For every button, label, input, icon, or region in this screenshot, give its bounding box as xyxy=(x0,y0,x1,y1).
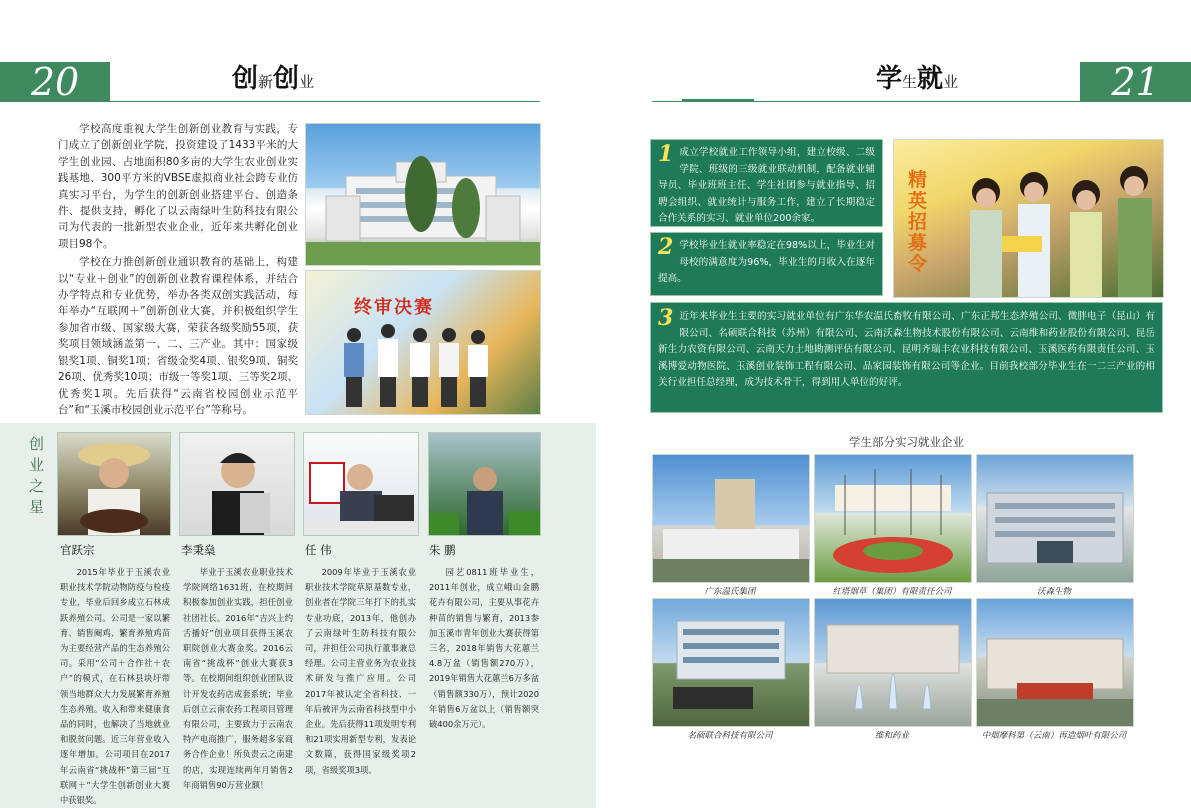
star-bio-3-box xyxy=(305,565,416,778)
intro-paragraph-2: 学校在力推创新创业通识教育的基础上，构建以“专业＋创业”的创新创业教育课程体系，并结合办学特点和专业优势，举办各类双创实践活动，每年举办“互联网＋”创新创业大赛，并积极组织学生参加省市级、国家级大赛，荣获各级奖励55项，获奖项目领域涵盖第一、二、三产业。其中：国家级银奖1项、铜奖1项；省级金奖4项、银奖9项、铜奖26项、优秀奖10项；市级一等奖1项、三等奖2项、优秀奖1项。先后获得“云南省校园创业示范平台”和“玉溪市校园创业示范平台”等称号。 xyxy=(58,256,298,416)
header-accent-right xyxy=(682,99,754,102)
star-2-illustration xyxy=(180,433,294,535)
star-1-illustration xyxy=(58,433,170,535)
company-5-illustration xyxy=(815,599,971,726)
item-text-2: 学校毕业生就业率稳定在98%以上，毕业生对母校的满意度为96%，毕业生的月收入在逐年提高。 xyxy=(658,240,875,285)
campus-building-illustration xyxy=(306,124,540,265)
company-1-illustration xyxy=(653,455,809,582)
competition-final-photo xyxy=(305,270,541,415)
star-photo-1 xyxy=(57,432,171,536)
gallery-title: 学生部分实习就业企业 xyxy=(849,435,964,449)
page-number-left: 20 xyxy=(0,62,110,102)
company-caption-5: 维和药业 xyxy=(874,731,909,741)
star-name-4: 朱 鹏 xyxy=(429,543,456,557)
event-people-illustration xyxy=(306,271,540,414)
page-number-right: 21 xyxy=(1080,62,1191,102)
star-3-illustration xyxy=(304,433,418,535)
star-bio-2-box xyxy=(183,565,293,793)
star-bio-2: 毕业于玉溪农业职业技术学院网络1631班，在校期间积极参加创业实践，担任创业社团社长。2016年“吉兴上约舌播好”创业项目获得玉溪农职院创业大赛金奖。2016云南省“挑战杯”创业大赛获3等。在校期间组织创业团队设计开发农药店成套系统；毕业后创立云南农药工程项目管理有限公司，主要致力于云南农特产电商推广，服务超多家商务合作企业！所负责云之南建的店，实现连续两年月销售2年商销售90万营业额！ xyxy=(183,567,293,790)
star-section-title: 创业之星 xyxy=(27,436,45,520)
item-number-2: 2 xyxy=(658,234,674,260)
star-bio-3: 2009年毕业于玉溪农业职业技术学院草原基数专业，创业者在学院三年打下的扎实专业功底，2013年，他创办了云南绿叶生防科技有限公司，并担任公司执行董事兼总经理。公司主营业务为农业技术研发与推广应用。公司2017年被认定全省科技、一年后被评为云南省科技型中小企业。先后获得11项发明专利和21项实用新型专利，发表论文数篇，获得国家级奖项2项，省级奖项3项。 xyxy=(305,567,416,775)
job-fair-photo xyxy=(893,139,1164,298)
star-4-illustration xyxy=(429,433,540,535)
star-bio-1-box xyxy=(60,565,170,808)
star-name-2: 李秉燊 xyxy=(181,543,216,557)
company-photo-4 xyxy=(652,598,810,727)
company-caption-4: 名硕联合科技有限公司 xyxy=(687,731,773,741)
star-name-1: 官跃宗 xyxy=(60,543,95,557)
company-caption-2: 红塔烟草（集团）有限责任公司 xyxy=(832,587,952,597)
company-caption-1: 广东温氏集团 xyxy=(704,587,756,597)
company-3-illustration xyxy=(977,455,1133,582)
company-4-illustration xyxy=(653,599,809,726)
star-bio-4: 园艺0811班毕业生，2011年创业，成立峨山金鹏花卉有限公司，主要从事花卉种苗的销售与繁育，2013参加玉溪市青年创业大赛获得第三名，2018年销售大花蕙兰4.8万盆（销售额270万），2019年销售大花蕙兰6万多盆（销售额330万），预计2020年销售6万盆以上（销售额突破400余万元）。 xyxy=(429,567,539,730)
event-banner-text: 终审决赛 xyxy=(354,297,434,318)
employment-item-3 xyxy=(650,302,1163,413)
star-photo-4 xyxy=(428,432,541,536)
company-2-illustration xyxy=(815,455,971,582)
intro-paragraph-1: 学校高度重视大学生创新创业教育与实践，专门成立了创新创业学院，投资建设了1433平米的大学生创业园、占地面积80多亩的大学生农业创业实践基地、300平方米的VBSE虚拟商业社会跨专业仿真实习平台，为学生的创新创业搭建平台、创造条件、提供支持，孵化了以云南绿叶生防科技有限公司为代表的一批新型农业企业，近年来共孵化创业项目98个。 xyxy=(58,123,298,250)
company-photo-1 xyxy=(652,454,810,583)
recruit-sign-text: 精英招募令 xyxy=(908,169,928,275)
item-number-1: 1 xyxy=(658,141,674,167)
star-photo-3 xyxy=(303,432,419,536)
company-photo-2 xyxy=(814,454,972,583)
company-photo-5 xyxy=(814,598,972,727)
intro-text xyxy=(58,121,298,418)
company-caption-6: 中烟摩科第（云南）再造烟叶有限公司 xyxy=(981,731,1127,741)
company-photo-3 xyxy=(976,454,1134,583)
company-photo-6 xyxy=(976,598,1134,727)
item-text-3: 近年来毕业生主要的实习就业单位有广东华农温氏畜牧有限公司、广东正邦生态养殖公司、微胖电子（昆山）有限公司、名硕联合科技（苏州）有限公司、云南沃森生物技术股份有限公司、云南维和药业股份有限公司、昆岳新生力农资有限公司、云南天力土地勘测评估有限公司、昆明齐瑞丰农业科技有限公司、玉溪医药有限责任公司、玉溪博爱动物医院、玉溪创业装饰工程有限公司、品家园装饰有限公司等企业。目前我校部分毕业生在一二三产业的相关行业担任总经理，成为技术骨干，得到用人单位的好评。 xyxy=(658,311,1155,389)
job-fair-people-illustration xyxy=(894,140,1163,297)
page-title-right: 学生就业 xyxy=(876,64,959,94)
star-photo-2 xyxy=(179,432,295,536)
item-text-1: 成立学校就业工作领导小组，建立校级、二级学院、班级的三级就业联动机制，配备就业辅导员、毕业班班主任、学生社团参与就业指导、招聘会组织、就业统计与服务工作，建立了长期稳定合作关系的实习、就业单位200余家。 xyxy=(658,147,875,225)
company-6-illustration xyxy=(977,599,1133,726)
star-bio-4-box xyxy=(429,565,539,732)
item-number-3: 3 xyxy=(658,305,674,331)
campus-building-photo xyxy=(305,123,541,266)
header-rule-left xyxy=(110,101,540,102)
employment-item-2 xyxy=(650,232,883,296)
star-name-3: 任 伟 xyxy=(305,543,332,557)
company-caption-3: 沃森生物 xyxy=(1036,587,1071,597)
employment-item-1 xyxy=(650,139,883,227)
star-bio-1: 2015年毕业于玉溪农业职业技术学院动物防疫与检疫专业，毕业后回乡成立石林成跃养殖公司。公司是一家以繁育、销售阉鸡、繁育养殖鸡苗为主要经营产品的生态养殖公司。采用“公司＋合作社＋农户”的模式，在石林县块圩带领当地群众大力发展繁育养殖生态养殖。收入和带来健康食品的同时，也解决了当地就业和脱贫问题。近三年营业收入逐年增加。公司项目在2017年云南省“挑战杯”第三届“互联网＋”大学生创新创业大赛中获银奖。 xyxy=(60,567,170,806)
page-title-left: 创新创业 xyxy=(232,64,315,94)
